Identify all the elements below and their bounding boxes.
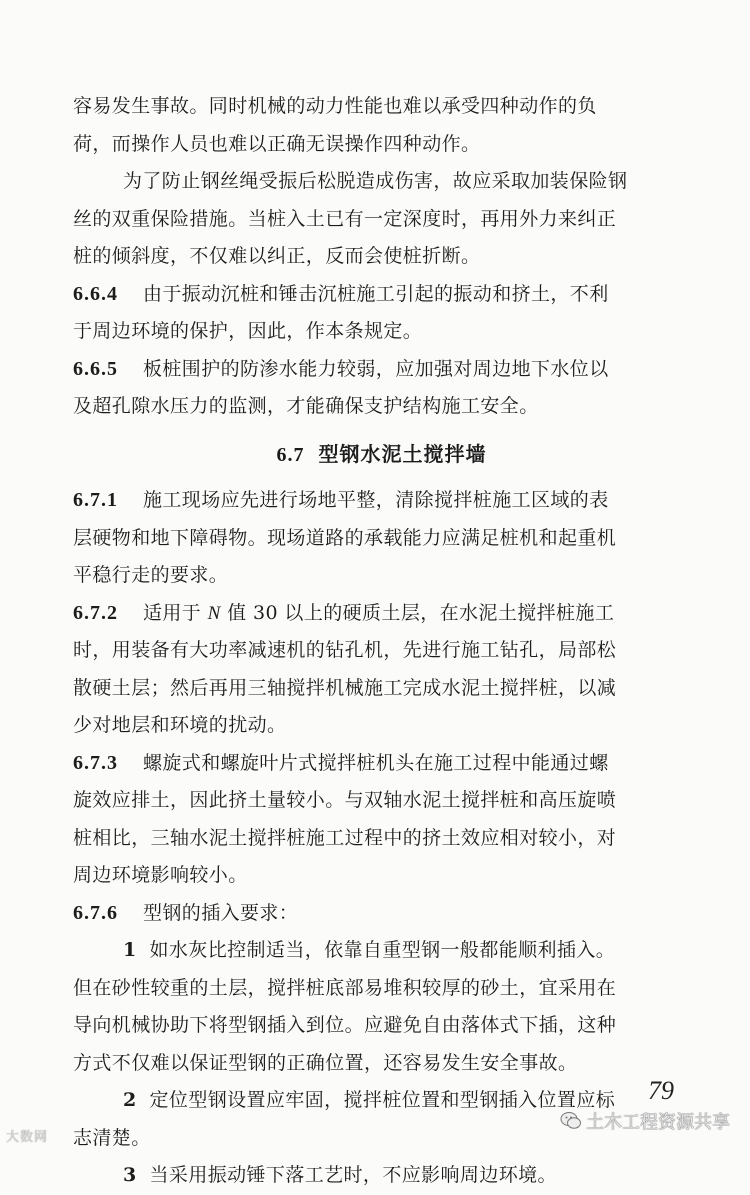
clause-text-post: 值 30 以上的硬质土层，在水泥土搅拌桩施工 (220, 601, 615, 624)
clause-text-pre: 适用于 (143, 601, 208, 624)
clause-text: 施工现场应先进行场地平整，清除搅拌桩施工区域的表 (143, 489, 609, 511)
text-line: 容易发生事故。同时机械的动力性能也难以承受四种动作的负 (73, 95, 597, 117)
watermark-right-text: 土木工程资源共享 (586, 1112, 730, 1132)
list-item-1 (73, 932, 690, 970)
text-line: 志清楚。 (73, 1126, 151, 1149)
text-line: 及超孔隙水压力的监测，才能确保支护结构施工安全。 (73, 395, 539, 417)
text-line: 周边环境影响较小。 (73, 864, 248, 886)
text-line: 时，用装备有大功率减速机的钻孔机，先进行施工钻孔，局部松 (73, 639, 617, 661)
text-line: 荷，而操作人员也难以正确无误操作四种动作。 (73, 132, 481, 155)
text-line: 桩的倾斜度，不仅难以纠正，反而会使桩折断。 (73, 245, 481, 267)
section-number: 6.7 (276, 443, 305, 466)
n-value-symbol: N (207, 602, 221, 624)
clause-number: 6.7.2 (73, 601, 118, 624)
text-line: 旋效应排土，因此挤土量较小。与双轴水泥土搅拌桩和高压旋喷 (73, 789, 617, 811)
clause-text: 螺旋式和螺旋叶片式搅拌桩机头在施工过程中能通过螺 (143, 751, 609, 774)
section-heading (73, 436, 690, 475)
clause-number: 6.7.1 (73, 489, 118, 511)
clause-number: 6.7.3 (73, 751, 118, 774)
text-line: 导向机械协助下将型钢插入到位。应避免自由落体式下插，这种 (73, 1014, 617, 1036)
text-line: 层硬物和地下障碍物。现场道路的承载能力应满足桩机和起重机 (73, 526, 617, 549)
text-line: 于周边环境的保护，因此，作本条规定。 (73, 320, 423, 342)
clause-6-7-1 (73, 482, 690, 520)
clause-6-7-6 (73, 895, 690, 933)
wechat-icon (560, 1111, 582, 1131)
document-body (73, 88, 690, 1195)
item-number: 2 (123, 1089, 137, 1111)
text-line: 桩相比，三轴水泥土搅拌桩施工过程中的挤土效应相对较小，对 (73, 826, 617, 849)
item-text: 当采用振动锤下落工艺时，不应影响周边环境。 (149, 1164, 557, 1186)
page-number: 79 (648, 1076, 674, 1105)
item-number: 3 (123, 1164, 137, 1186)
clause-text: 型钢的插入要求： (143, 901, 299, 924)
section-title: 型钢水泥土搅拌墙 (318, 441, 487, 466)
text-line: 丝的双重保险措施。当桩入土已有一定深度时，再用外力来纠正 (73, 207, 617, 230)
item-number: 1 (123, 939, 137, 961)
clause-number: 6.6.5 (73, 357, 118, 380)
item-text: 定位型钢设置应牢固，搅拌桩位置和型钢插入位置应标 (149, 1089, 616, 1111)
text-line: 为了防止钢丝绳受振后松脱造成伤害，故应采取加装保险钢 (123, 170, 628, 192)
text-line: 散硬土层；然后再用三轴搅拌机械施工完成水泥土搅拌桩，以减 (73, 676, 617, 699)
clause-text: 由于振动沉桩和锤击沉桩施工引起的振动和挤土，不利 (143, 282, 609, 305)
text-line: 平稳行走的要求。 (73, 564, 229, 586)
clause-text: 板桩围护的防渗水能力较弱，应加强对周边地下水位以 (143, 357, 609, 380)
clause-number: 6.7.6 (73, 901, 118, 924)
text-line: 方式不仅难以保证型钢的正确位置，还容易发生安全事故。 (73, 1051, 578, 1074)
watermark-left (6, 1126, 48, 1145)
clause-6-6-5 (73, 351, 690, 389)
text-line: 但在砂性较重的土层，搅拌桩底部易堆积较厚的砂土，宜采用在 (73, 976, 617, 999)
clause-number: 6.6.4 (73, 282, 118, 305)
list-item-3 (73, 1157, 690, 1195)
watermark-left-text: 大数网 (6, 1129, 49, 1144)
item-text: 如水灰比控制适当，依靠自重型钢一般都能顺利插入。 (149, 939, 616, 961)
clause-6-7-2 (73, 595, 690, 633)
text-line: 少对地层和环境的扰动。 (73, 714, 287, 736)
watermark-right (560, 1108, 730, 1134)
clause-6-7-3 (73, 745, 690, 783)
clause-6-6-4 (73, 276, 690, 314)
